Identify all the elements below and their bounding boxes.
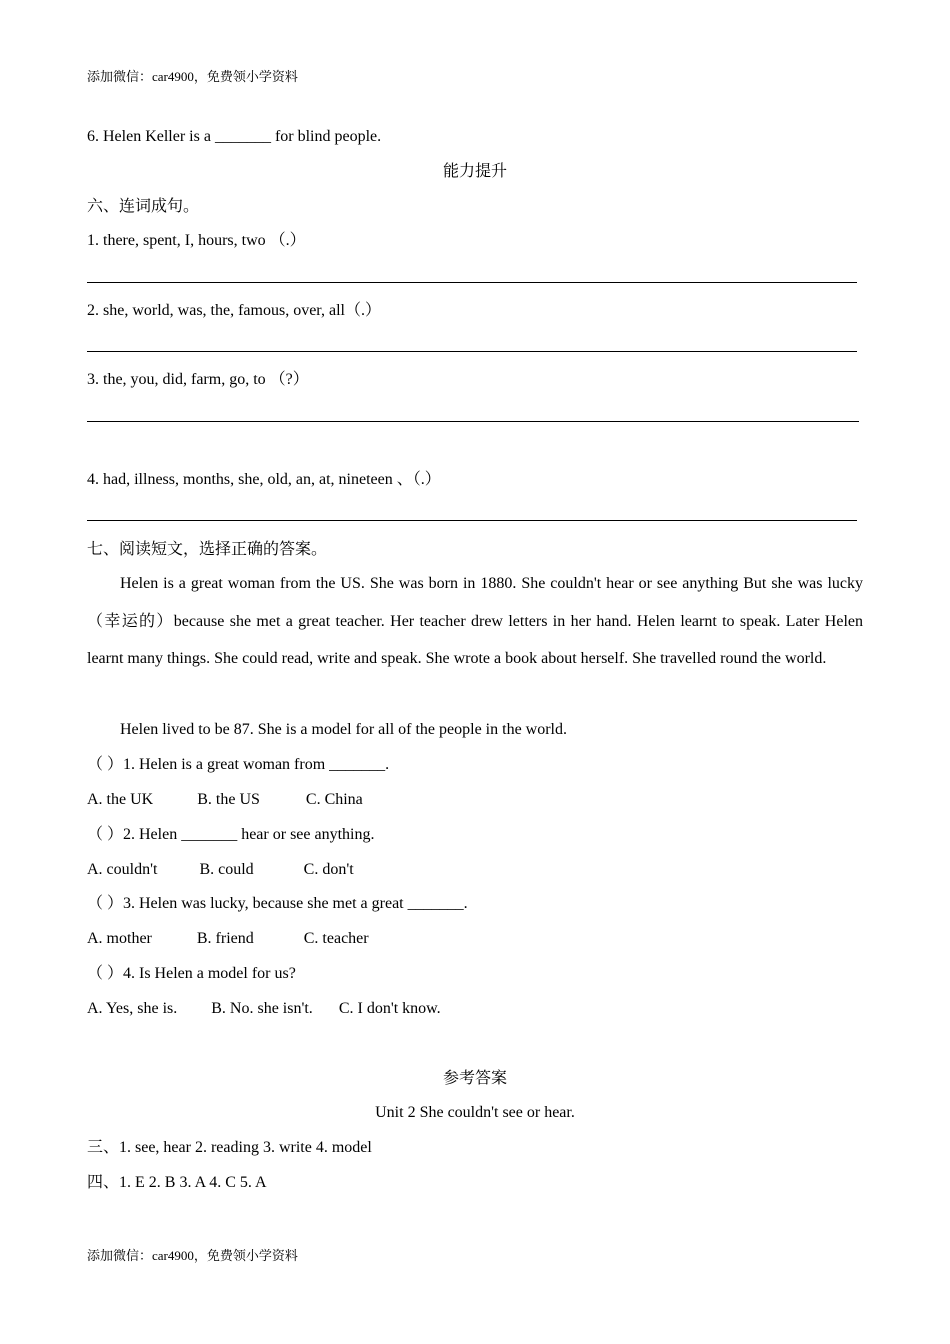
answers-unit: Unit 2 She couldn't see or hear. <box>375 1104 575 1121</box>
option-1c: C. China <box>305 791 363 808</box>
sentence-item-4: 4. had, illness, months, she, old, an, at, nineteen 、（.） <box>87 471 441 488</box>
sentence-item-3: 3. the, you, did, farm, go, to （?） <box>87 371 309 388</box>
options-2 <box>87 860 354 880</box>
sentence-item-1: 1. there, spent, I, hours, two （.） <box>87 232 306 249</box>
sentence-item-2: 2. she, world, was, the, famous, over, all（.） <box>87 302 381 319</box>
option-4b: B. No. she isn't. <box>211 1000 313 1017</box>
answer-line-4 <box>87 520 857 521</box>
question-1: （ ）1. Helen is a great woman from _______. <box>87 756 390 773</box>
answers-title: 参考答案 <box>442 1070 507 1087</box>
answers-part4: 四、1. E 2. B 3. A 4. C 5. A <box>87 1174 267 1191</box>
option-4a: A. Yes, she is. <box>87 1000 178 1017</box>
page-footer: 添加微信：car4900，免费领小学资料 <box>87 1248 298 1263</box>
question-6: 6. Helen Keller is a _______ for blind people. <box>87 128 382 145</box>
option-3c: C. teacher <box>303 930 369 947</box>
section-title: 能力提升 <box>442 163 507 180</box>
option-1b: B. the US <box>197 791 260 808</box>
page-header: 添加微信：car4900，免费领小学资料 <box>87 69 298 84</box>
option-1a: A. the UK <box>87 791 154 808</box>
part6-title: 六、连词成句。 <box>87 198 200 215</box>
options-1 <box>87 790 363 810</box>
options-3 <box>87 929 369 949</box>
answers-part3: 三、1. see, hear 2. reading 3. write 4. model <box>87 1139 372 1156</box>
reading-passage-end: Helen lived to be 87. She is a model for all of the people in the world. <box>120 721 567 738</box>
option-3a: A. mother <box>87 930 152 947</box>
question-4: （ ）4. Is Helen a model for us? <box>87 965 296 982</box>
reading-passage: Helen is a great woman from the US. She was born in 1880. She couldn't hear or see anything But she was lucky（幸运的）because she met a great teacher. Her teacher drew letters in her hand. Helen learnt to speak. Later Helen learnt many things. She could read, write and speak. She wrote a book about herself. She travelled round the world. <box>87 575 863 667</box>
option-4c: C. I don't know. <box>338 1000 441 1017</box>
option-3b: B. friend <box>196 930 254 947</box>
question-2: （ ）2. Helen _______ hear or see anything. <box>87 826 375 843</box>
question-3: （ ）3. Helen was lucky, because she met a great _______. <box>87 895 468 912</box>
option-2b: B. could <box>199 861 254 878</box>
part7-title: 七、阅读短文，选择正确的答案。 <box>87 541 328 558</box>
answer-line-1 <box>87 282 857 283</box>
answer-line-2 <box>87 351 857 352</box>
option-2c: C. don't <box>303 861 354 878</box>
answer-line-3 <box>87 421 859 422</box>
option-2a: A. couldn't <box>87 861 158 878</box>
options-4 <box>87 999 441 1019</box>
